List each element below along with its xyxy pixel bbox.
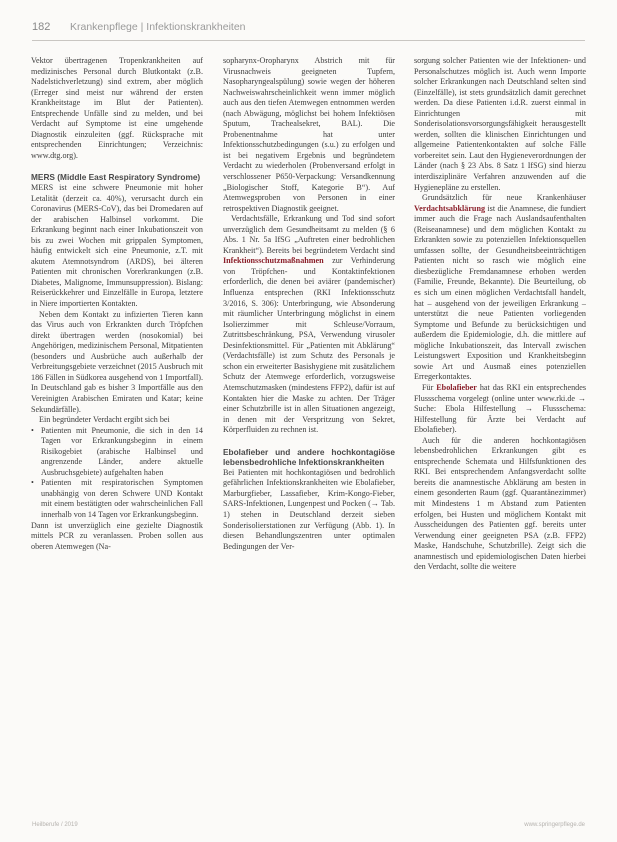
- paragraph: MERS ist eine schwere Pneumonie mit hoher Letalität (derzeit ca. 40%), verursacht durch ein Coronavirus (MERS-CoV), das bei Dromedaren auf der arabischen Halbinsel vorkommt. Die Erkrankung beginnt nach einer Inkubationszeit von bis zu zwei Wochen mit grippalen Symptomen, häufig entwickelt sich eine Pneumonie, z.T. mit akutem Atemnotsyndrom (ARDS), bei älteren Patienten mit chronischen Vorerkrankungen (z.B. Diabetes, Malignome, Immunsuppression). Bislang: Reiserückkehrer und Einzelfälle in Europa, letztere in Niere importierten Kontakten.: [31, 183, 203, 309]
- emphasis-text: Ebolafieber: [436, 382, 477, 392]
- text-column-2: [223, 56, 395, 816]
- section-heading-ebola: Ebolafieber und andere hochkontagiöse lebensbedrohliche Infektionskrankheiten: [223, 446, 395, 468]
- footer-right: www.springerpflege.de: [524, 822, 585, 828]
- bullet-list: [31, 426, 203, 521]
- text-span: zur Verhinderung von Tröpfchen- und Kontaktinfektionen erforderlich, die denen bei aviärer (pandemischer) Influenza entsprechen (RKI Infektionsschutz 3/2016, S. 306): Unterbringung, wie Absonderung mit räumlicher Unterbringung möglichst in einem Isolierzimmer mit Schleuse/Vorraum, Zutrittsbeschränkung, PSA, Verwendung virusoler Desinfektionsmittel. Für „Patienten mit Abklärung“ (Verdachtsfälle) ist zum Schutz des Personals je schon ein erweiterter Basishygiene mit zusätzlichem Schutz der Atemwege erforderlich, vorzugsweise Atemschutzmasken (mindestens FFP2), dafür ist auf Kontakten hier die Maske zu achten. Der Träger einer Schutzbrille ist in allen Situationen angezeigt, in denen mit der Verspritzung von Sekret, Körperfluiden zu rechnen ist.: [223, 256, 395, 435]
- list-item: • Patienten mit Pneumonie, die sich in den 14 Tagen vor Erkrankungsbeginn in einem Risikogebiet (arabische Halbinsel und angrenzende Länder, andere aktuelle Ausbruchsgebiete) aufgehalten haben: [39, 426, 203, 479]
- text-span: Verdachtsfälle, Erkrankung und Tod sind sofort unverzüglich dem Gesundheitsamt zu melden (§ 6 Abs. 1 Nr. 5a IfSG „Auftreten einer bedrohlichen Krankheit“). Bereits bei begründetem Verdacht sind: [223, 214, 395, 255]
- paragraph: Neben dem Kontakt zu infizierten Tieren kann das Virus auch von Erkrankten durch Tröpfchen direkt übertragen werden (nosokomial) bei Angehörigen, medizinischem Personal, Mitpatienten (besonders und Ausbrüche auch außerhalb der Verbreitungsgebiete verzeichnet (2015 Ausbruch mit 186 Fällen in Südkorea ausgehend von 1 Importfall). In Deutschland gab es bisher 3 Importfälle aus den Vereinigten Arabischen Emiraten und Katar; keine Sekundärfälle).: [31, 309, 203, 414]
- paragraph: sopharynx-Oropharynx Abstrich mit für Virusnachweis geeigneten Tupfern, Nasopharyngealspülung) sowie wegen der höheren Nachweiswahrscheinlichkeit wenn immer möglich auch aus den tiefen Atemwegen entnommen werden (nach Abwägung, möglichst bei hohem Infektiösen Sputum, Trachealsekret, BAL). Die Probenentnahme hat unter Infektionsschutzbedingungen (s.u.) zu erfolgen und ist bei negativem Ergebnis und begründetem Verdacht zu wiederholen (Probenversand erfolgt in verschlossener P650-Verpackung: Versandkennung „Biologischer Stoff, Kategorie B“). Auf Atemwegsproben von Personen in einer retrospektiven Diagnostik geeignet.: [223, 56, 395, 213]
- page-header: [32, 18, 585, 41]
- footer-left: Heilberufe / 2019: [32, 822, 78, 828]
- paragraph: [414, 193, 586, 383]
- page-number: 182: [32, 21, 51, 33]
- list-item: • Patienten mit respiratorischen Symptomen unabhängig von deren Schwere UND Kontakt mit einem bestätigten oder wahrscheinlichen Fall innerhalb von 14 Tagen vor Erkrankungsbeginn.: [39, 478, 203, 520]
- emphasis-text: Verdachtsabklärung: [414, 203, 486, 213]
- text-span: Für: [422, 382, 437, 392]
- paragraph: Bei Patienten mit hochkontagiösen und bedrohlich gefährlichen Infektionskrankheiten wie Ebolafieber, Marburgfieber, Lassafieber, Krim-Kongo-Fieber, SARS-Infektionen, Lungenpest und Pocken (→ Tab. 1) stehen in Deutschland derzeit sieben Sonderisolierstationen zur Verfügung (Abb. 1). In diesen Behandlungszentren unter optimalen Bedingungen der Ver-: [223, 467, 395, 551]
- paragraph: [414, 383, 586, 436]
- emphasis-text: Infektionsschutzmaßnahmen: [223, 256, 324, 266]
- running-head: Krankenpflege | Infektionskrankheiten: [70, 21, 246, 33]
- paragraph: Vektor übertragenen Tropenkrankheiten auf medizinisches Personal durch Blutkontakt (z.B. Nadelstichverletzung) sind extrem, aber möglich (Erreger sind meist nur während der ersten Krankheitstage im Blut der Patienten). Entsprechende Unfälle sind zu melden, und bei Verdacht auf Symptome ist eine umgehende Diagnostik einzuleiten (ggf. Rücksprache mit entsprechenden Einrichtungen; Verzeichnis: www.dtg.org).: [31, 56, 203, 160]
- page-footer: [32, 822, 585, 832]
- text-span: hat das RKI ein entsprechendes Flussschema vorgelegt (online unter www.rki.de → Suche: Ebola Hilfestellung → Flussschema: Hilfestellung für Ärzte bei Verdacht auf Ebolafieber).: [414, 382, 586, 435]
- paragraph: [223, 214, 395, 435]
- paragraph: sorgung solcher Patienten wie der Infektionen- und Personalschutzes möglich ist. Auch wenn Importe solcher Erkrankungen nach Deutschland selten sind (Einzelfälle), ist stets grundsätzlich damit gerechnet werden. Da diese Patienten i.d.R. zuerst einmal in Einrichtungen mit Sonderisolationsvorsorgungsfähigkeit herausgestellt werden, sollten die klinischen Einrichtungen und allgemeine Patientenkontakten auf solche Fälle vorbereitet sein. Laut den Hygieneverordnungen der Länder (nach § 23 Abs. 8 Satz 1 IfSG) sind hierzu interdisziplinäre Verfahren anzuwenden auf die Hygienepläne zu erstellen.: [414, 56, 586, 192]
- text-column-3: [414, 56, 586, 816]
- paragraph: Dann ist unverzüglich eine gezielte Diagnostik mittels PCR zu veranlassen. Proben sollen aus oberen Atemwegen (Na-: [31, 520, 203, 551]
- text-span: Grundsätzlich für neue Krankenhäuser: [422, 193, 586, 203]
- section-heading-mers: MERS (Middle East Respiratory Syndrome): [31, 172, 201, 183]
- text-column-1: [31, 56, 203, 816]
- text-span: ist die Anamnese, die fundiert immer auch die Frage nach Auslandsaufenthalten (Reiseanamnese) und dem möglichen Kontakt zu Erkrankten sowie zu potenziellen Infektionsquellen umfassen sollte, der Gesundheitsbeeinträchtigen Patienten nicht so rasch wie möglich eine diesbezügliche Fremdanamnese erhoben werden (Familie, Freunde, Bekannte). Die Beurteilung, ob es sich um einen möglichen Verdachtsfall handelt, hat – ausgehend von der jeweiligen Erkrankung – unterstützt die neue Patienten vorliegenden Symptome und Befunde zu berücksichtigen und außerdem die Epidemiologie, d.h. die mittlere auf mögliche Inkubationszeit, das Intervall zwischen Leistungswert Exposition und Krankheitsbeginn sowie Art und Ausmaß eines potenziellen Erregerkontaktes.: [414, 203, 586, 382]
- paragraph: Auch für die anderen hochkontagiösen lebensbedrohlichen Erkrankungen gibt es entsprechende Schemata und Hilfsfunktionen des RKI. Bei entsprechendem Anfangsverdacht sollte bereits die anamnestische Abklärung am besten in einem gesonderten Raum (ggf. Quarantänezimmer) mit Mindestens 1 m Abstand zum Patienten erfolgen, bei Husten und möglichem Kontakt mit Ausscheidungen des Patienten ggf. bereits unter Verwendung einer geeigneten PSA (z.B. FFP2) Maske, Handschuhe, Schutzbrille). Zeigt sich die anamnestisch und epidemiologischen Daten hierbei den Verdacht, sollte die weitere: [414, 435, 586, 572]
- paragraph: Ein begründeter Verdacht ergibt sich bei: [39, 415, 170, 425]
